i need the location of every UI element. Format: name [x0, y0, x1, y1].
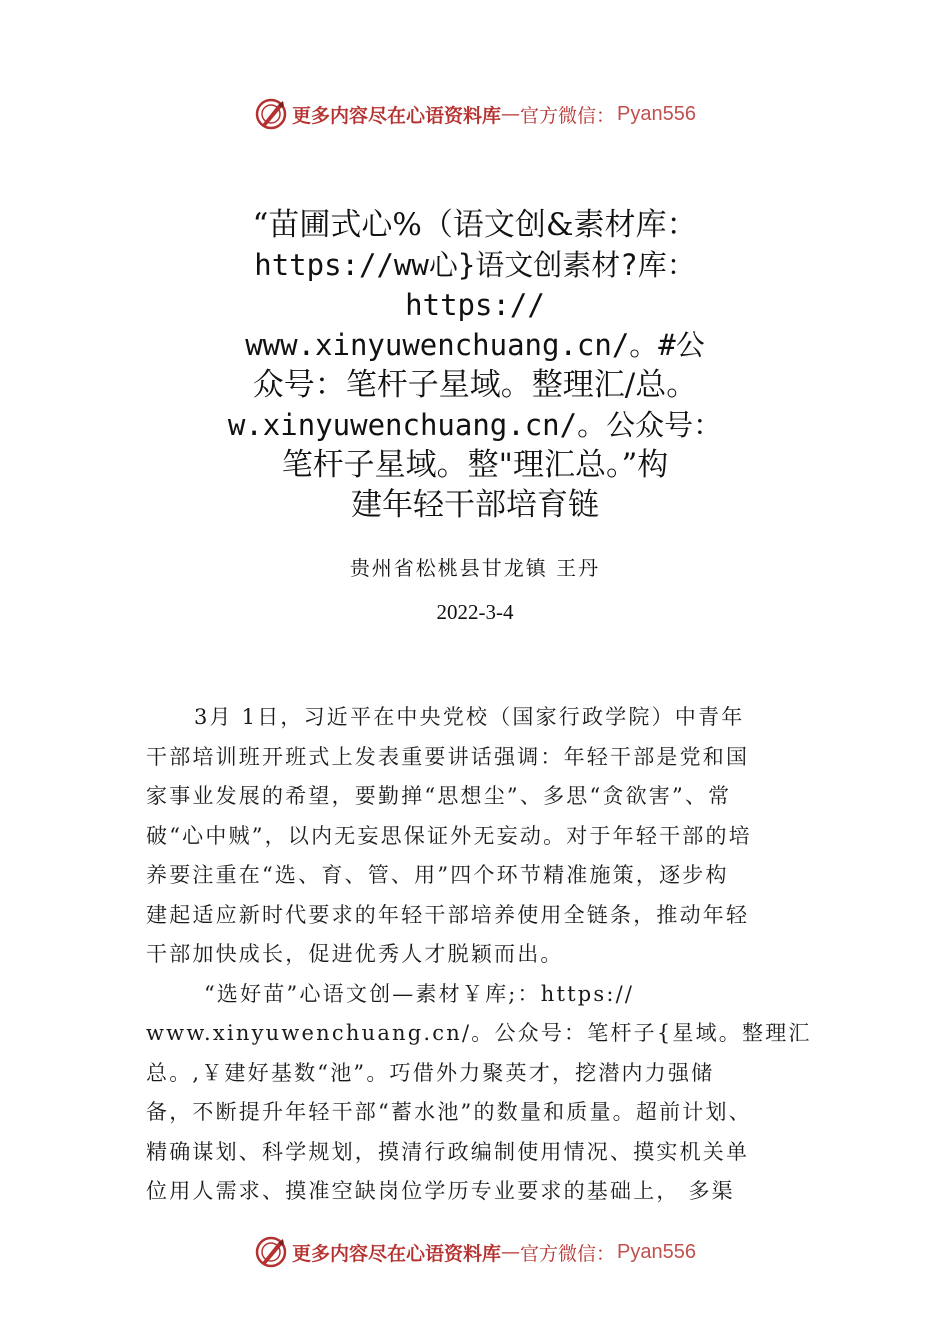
paragraph-line: 家事业发展的希望，要勤掸“思想尘”、多思“贪欲害”、常	[146, 784, 732, 808]
pen-logo-icon	[254, 1235, 288, 1269]
body-text	[146, 698, 836, 1212]
paragraph-line: 总。,￥建好基数“池”。巧借外力聚英才，挖潜内力强储	[146, 1060, 715, 1085]
title-line: “苗圃式心%（语文创&素材库：	[252, 207, 698, 243]
paragraph-line: 干部加快成长，促进优秀人才脱颖而出。	[146, 942, 564, 966]
wechat-handle: Pyan556	[617, 1240, 696, 1263]
title-line: https://	[405, 288, 545, 322]
brand-text: 更多内容尽在心语资料库	[292, 1242, 502, 1265]
banner-separator: —	[501, 103, 521, 125]
paragraph-line: 3月 1日，习近平在中央党校（国家行政学院）中青年	[194, 705, 745, 729]
document-title	[200, 205, 750, 525]
wechat-label: 官方微信：	[520, 1242, 616, 1265]
title-line: 笔杆子星域。整"理汇总。”构	[281, 447, 669, 483]
paragraph-line: 建起适应新时代要求的年轻干部培养使用全链条，推动年轻	[146, 902, 750, 927]
wechat-label: 官方微信：	[520, 104, 616, 127]
paragraph-line: 破“心中贼”，以内无妄思保证外无妄动。对于年轻干部的培	[146, 823, 752, 848]
paragraph-line: 备，不断提升年轻干部“蓄水池”的数量和质量。超前计划、	[146, 1100, 752, 1124]
paragraph-line: 养要注重在“选、育、管、用”四个环节精准施策，逐步构	[146, 863, 729, 887]
title-line: w.xinyuwenchuang.cn/。公众号：	[227, 408, 723, 442]
paragraph-line: 干部培训班开班式上发表重要讲话强调：年轻干部是党和国	[146, 744, 750, 769]
title-line: 众号：笔杆子星域。整理汇/总。	[252, 367, 698, 403]
author-line: 贵州省松桃县甘龙镇 王丹	[349, 556, 601, 580]
wechat-handle: Pyan556	[617, 102, 696, 125]
paragraph-line: “选好苗”心语文创—素材￥库;：https://	[204, 981, 635, 1006]
footer-banner	[0, 1232, 950, 1272]
paragraph-line: www.xinyuwenchuang.cn/。公众号：笔杆子{星域。整理汇	[146, 1021, 812, 1045]
brand-text: 更多内容尽在心语资料库	[292, 104, 502, 127]
title-line: https://ww心}语文创素材?库：	[254, 248, 696, 282]
pen-logo-icon	[254, 97, 288, 131]
date-line: 2022-3-4	[436, 600, 514, 624]
paragraph-line: 位用人需求、摸准空缺岗位学历专业要求的基础上， 多渠	[146, 1179, 735, 1203]
banner-separator: —	[501, 1241, 521, 1263]
title-line: www.xinyuwenchuang.cn/。#公	[245, 328, 705, 362]
paragraph-line: 精确谋划、科学规划，摸清行政编制使用情况、摸实机关单	[146, 1139, 750, 1164]
header-banner	[0, 94, 950, 134]
title-line: 建年轻干部培育链	[351, 487, 599, 523]
